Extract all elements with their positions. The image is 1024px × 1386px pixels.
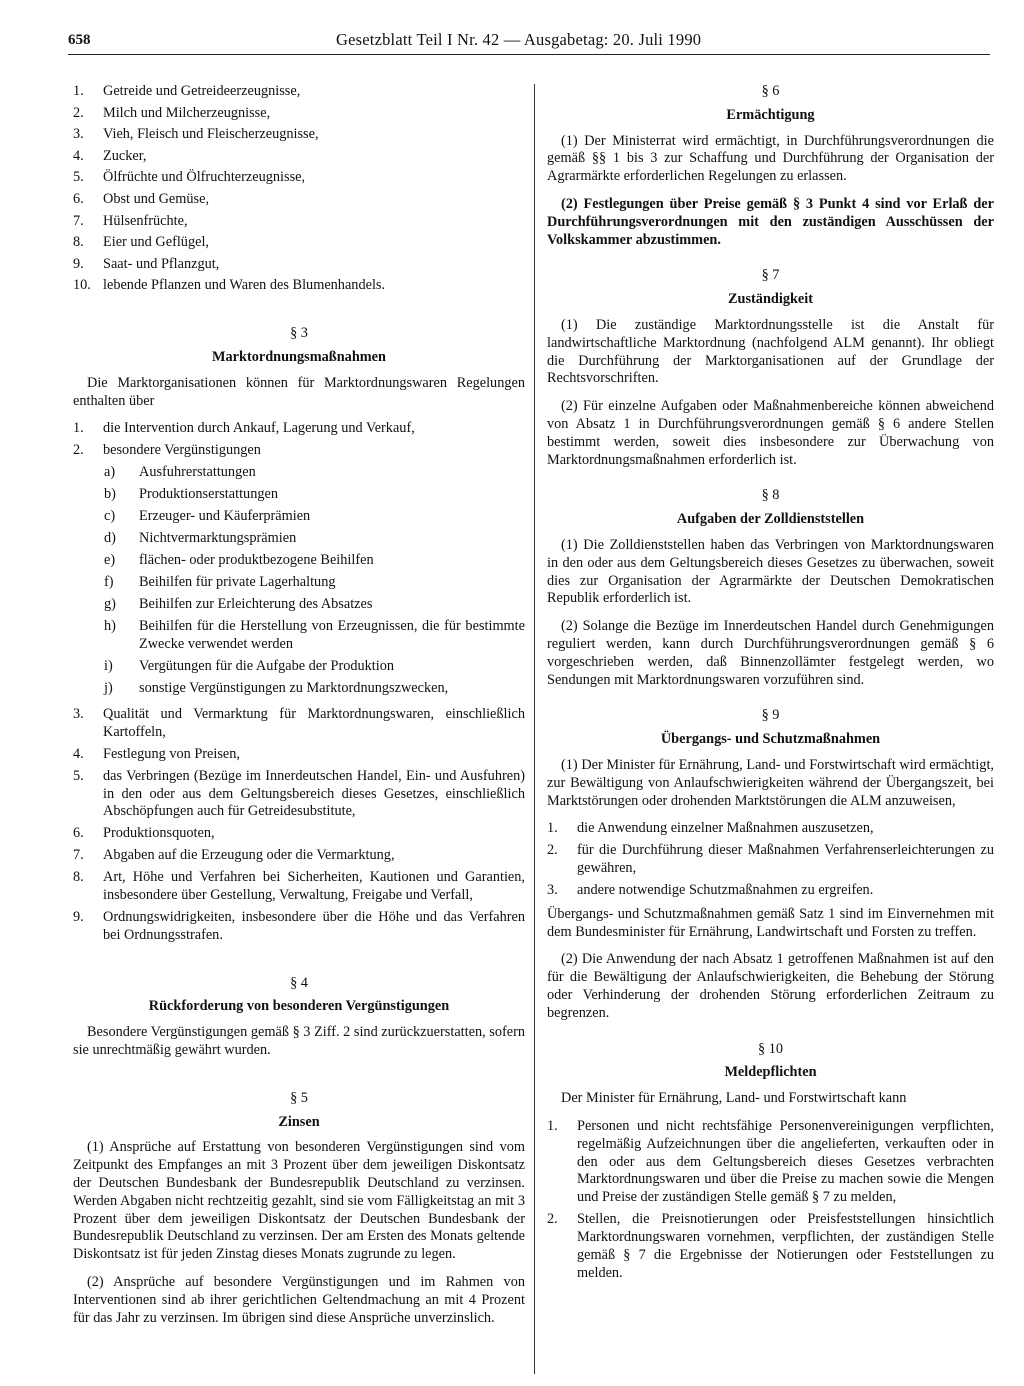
- sub-item: c) Erzeuger- und Käuferprämien: [104, 508, 311, 525]
- section-number: § 4: [290, 974, 308, 991]
- sub-item: d) Nichtvermarktungsprämien: [104, 530, 297, 547]
- paragraph: Übergangs- und Schutzmaßnahmen gemäß Satz 1 sind im Einvernehmen mit dem Bundesminister für Ernährung, Landwirtschaft und Forsten zu treffen.: [547, 905, 994, 940]
- sub-item: e) flächen- oder produktbezogene Beihilfen: [104, 552, 374, 569]
- left-column: [73, 83, 525, 1337]
- list-item: 7. Abgaben auf die Erzeugung oder die Vermarktung,: [73, 847, 395, 864]
- section-heading: Marktordnungsmaßnahmen: [212, 348, 386, 365]
- list-item: 7. Hülsenfrüchte,: [73, 212, 188, 229]
- paragraph: (1) Der Ministerrat wird ermächtigt, in Durchführungsverordnungen die gemäß §§ 1 bis 3 zur Schaffung und Durchführung der Organisation der Agrarmärkte erforderlichen Regelungen zu erlassen.: [547, 132, 994, 185]
- paragraph: (1) Die Zolldienststellen haben das Verbringen von Marktordnungswaren in den oder aus dem Geltungsbereich dieses Gesetzes zu überwachen, soweit dies zur Organisation der Agrarmärkte der Deutschen Demokratischen Republik erforderlich ist.: [547, 536, 994, 607]
- section-heading: Rückforderung von besonderen Vergünstigungen: [148, 998, 450, 1015]
- list-item: 9. Saat- und Pflanzgut,: [73, 255, 220, 272]
- list-item: 6. Produktionsquoten,: [73, 825, 215, 842]
- section-heading: Zuständigkeit: [727, 291, 813, 308]
- list-item: 5. das Verbringen (Bezüge im Innerdeutschen Handel, Ein- und Ausfuhren) in den oder aus dem Geltungsbereich dieses Gesetzes, einschließlich Abschöpfungen auch für Getreidesubstitute,: [73, 767, 525, 820]
- list-item: 1. Getreide und Getreideerzeugnisse,: [73, 83, 301, 99]
- list-item: 9. Ordnungswidrigkeiten, insbesondere über die Höhe und das Verfahren bei Ordnungsstrafen.: [73, 909, 525, 943]
- paragraph: Die Marktorganisationen können für Marktordnungswaren Regelungen enthalten über: [73, 374, 525, 409]
- section-heading: Übergangs- und Schutzmaßnahmen: [660, 731, 881, 748]
- list-item: 1. die Intervention durch Ankauf, Lagerung und Verkauf,: [73, 420, 415, 437]
- gazette-title: Gesetzblatt Teil I Nr. 42 — Ausgabetag: 20. Juli 1990: [336, 30, 702, 49]
- sub-item: j) sonstige Vergünstigungen zu Marktordnungszwecken,: [104, 679, 449, 696]
- list-item: 4. Festlegung von Preisen,: [73, 745, 241, 762]
- list-item: 6. Obst und Gemüse,: [73, 190, 210, 207]
- paragraph: (2) Ansprüche auf besondere Vergünstigungen und im Rahmen von Interventionen sind ab ihrer gerichtlichen Geltendmachung an mit 4 Prozent für das Jahr zu verzinsen. Im übrigen sind diese Ansprüche unverzinslich.: [73, 1273, 525, 1326]
- paragraph: (1) Die zuständige Marktordnungsstelle ist die Anstalt für landwirtschaftliche Marktordnung (nachfolgend ALM genannt). Ihr obliegt die Durchführung der Marktorganisationen auf der Grundlage der Rechtsvorschriften.: [547, 316, 994, 387]
- sub-item: b) Produktionserstattungen: [104, 486, 278, 503]
- list-item: 2. Milch und Milcherzeugnisse,: [73, 104, 271, 121]
- paragraph: Der Minister für Ernährung, Land- und Forstwirtschaft kann: [561, 1090, 907, 1107]
- list-item: 3. Vieh, Fleisch und Fleischerzeugnisse,: [73, 126, 319, 143]
- paragraph: (2) Für einzelne Aufgaben oder Maßnahmenbereiche können abweichend von Absatz 1 in Durchführungsverordnungen gemäß § 6 andere Stellen bestimmt werden, soweit dies insbesondere zur Überwachung von Marktordnungsmaßnahmen erforderlich ist.: [547, 398, 994, 468]
- list-item: 10. lebende Pflanzen und Waren des Blumenhandels.: [73, 277, 386, 294]
- list-item: 4. Zucker,: [73, 147, 147, 164]
- obligations-list: [547, 1118, 994, 1282]
- sub-list: [104, 464, 525, 702]
- section-heading: Ermächtigung: [726, 106, 815, 123]
- section-number: § 6: [761, 83, 780, 99]
- list-item: 2. für die Durchführung dieser Maßnahmen Verfahrenserleichterungen zu gewähren,: [547, 842, 994, 877]
- column-divider: [534, 84, 535, 1374]
- right-column: [547, 83, 994, 1288]
- list-item: 1. die Anwendung einzelner Maßnahmen auszusetzen,: [547, 820, 874, 837]
- section-number: § 7: [761, 267, 780, 284]
- sub-item: g) Beihilfen zur Erleichterung des Absatzes: [104, 596, 373, 613]
- section-number: § 9: [761, 707, 780, 724]
- paragraph: (2) Solange die Bezüge im Innerdeutschen Handel durch Genehmigungen reguliert werden, kann durch Durchführungsverordnungen gemäß § 6 vorgeschrieben werden, daß Binnenzollämter festgelegt werden, wo Sendungen mit Marktordnungswaren vorzuführen sind.: [547, 618, 994, 688]
- list-item: 5. Ölfrüchte und Ölfruchterzeugnisse,: [73, 169, 306, 186]
- list-item: 2. besondere Vergünstigungen a) Ausfuhrerstattungen b) Produktionserstattungen c) Erzeuger- und Käuferprämien d) Nichtvermarktungsprämien e) flächen- oder produktbezogene Beihilfen f) Beihilfen für private Lagerhaltung g) Beihilfen zur Erleichterung des Absatzes h) Beihilfen für die Herstellung von Erzeugnissen, die für bestimmte Zwecke verwendet werden i) Vergütungen für die Aufgabe der Produktion j) sonstige Vergünstigungen zu Marktordnungszwecken,: [73, 442, 525, 701]
- list-item: 3. andere notwendige Schutzmaßnahmen zu ergreifen.: [547, 882, 874, 899]
- section-number: § 8: [761, 487, 780, 504]
- paragraph: (1) Der Minister für Ernährung, Land- und Forstwirtschaft wird ermächtigt, zur Bewältigung von Anlaufschwierigkeiten während der Übergangszeit, bei Marktstörungen oder drohenden Marktstörungen die ALM anzuweisen,: [547, 756, 994, 809]
- page-header: [68, 28, 990, 55]
- sub-item: a) Ausfuhrerstattungen: [104, 464, 256, 481]
- list-item: 2. Stellen, die Preisnotierungen oder Preisfeststellungen hinsichtlich Marktordnungswaren vornehmen, verpflichten, der zuständigen Stelle gemäß § 7 die Ergebnisse der Notierungen oder Feststellungen zu melden.: [547, 1211, 994, 1281]
- product-list: [73, 83, 525, 295]
- section-number: § 10: [757, 1040, 784, 1057]
- list-item: 3. Qualität und Vermarktung für Marktordnungswaren, einschließlich Kartoffeln,: [73, 705, 525, 740]
- sub-item: h) Beihilfen für die Herstellung von Erzeugnissen, die für bestimmte Zwecke verwendet werden: [104, 618, 525, 652]
- measures-list: [73, 420, 525, 944]
- paragraph: (2) Die Anwendung der nach Absatz 1 getroffenen Maßnahmen ist auf den für die Bewältigung der Anlaufschwierigkeiten, die Behebung der Störung oder Verhinderung der drohenden Störung erforderlichen Zeitraum zu begrenzen.: [547, 951, 994, 1021]
- section-number: § 3: [290, 325, 308, 342]
- list-item: 8. Eier und Geflügel,: [73, 234, 209, 251]
- section-heading: Zinsen: [278, 1113, 320, 1130]
- section-heading: Meldepflichten: [724, 1064, 817, 1081]
- sub-item: i) Vergütungen für die Aufgabe der Produktion: [104, 657, 395, 674]
- section-heading: Aufgaben der Zolldienststellen: [676, 511, 865, 528]
- list-item: 8. Art, Höhe und Verfahren bei Sicherheiten, Kautionen und Garantien, insbesondere über Gestellung, Verwaltung, Freigabe und Verfall,: [73, 869, 525, 904]
- paragraph: Besondere Vergünstigungen gemäß § 3 Ziff. 2 sind zurückzuerstatten, sofern sie unrechtmäßig gewährt wurden.: [73, 1024, 525, 1059]
- paragraph-bold: (2) Festlegungen über Preise gemäß § 3 Punkt 4 sind vor Erlaß der Durchführungsverordnungen mit den zuständigen Ausschüssen der Volkskammer abzustimmen.: [547, 195, 994, 248]
- sub-item: f) Beihilfen für private Lagerhaltung: [104, 574, 336, 591]
- section-number: § 5: [290, 1089, 308, 1106]
- page-number: 658: [68, 32, 91, 48]
- paragraph: (1) Ansprüche auf Erstattung von besonderen Vergünstigungen sind vom Zeitpunkt des Empfanges an mit 3 Prozent über dem jeweiligen Diskontsatz der Deutschen Bundesbank der Bundesrepublik Deutschland zu verzinsen. Werden Abgaben nicht rechtzeitig gezahlt, sind sie vom Fälligkeitstag an mit 3 Prozent über dem jeweiligen Diskontsatz der Deutschen Bundesbank der Bundesrepublik Deutschland zu verzinsen. Der am Ersten des Monats geltende Diskontsatz ist für jeden Zinstag dieses Monats zugrunde zu legen.: [73, 1139, 525, 1263]
- list-item: 1. Personen und nicht rechtsfähige Personenvereinigungen verpflichten, regelmäßig Aufzeichnungen über die angelieferten, verkauften oder in den oder aus dem Geltungsbereich dieses Gesetzes verbrachten Marktordnungswaren und über die Preise zu machen sowie die Mengen und Preise der zuständigen Stelle gemäß § 7 zu melden,: [547, 1118, 994, 1206]
- measures-list: [547, 820, 994, 900]
